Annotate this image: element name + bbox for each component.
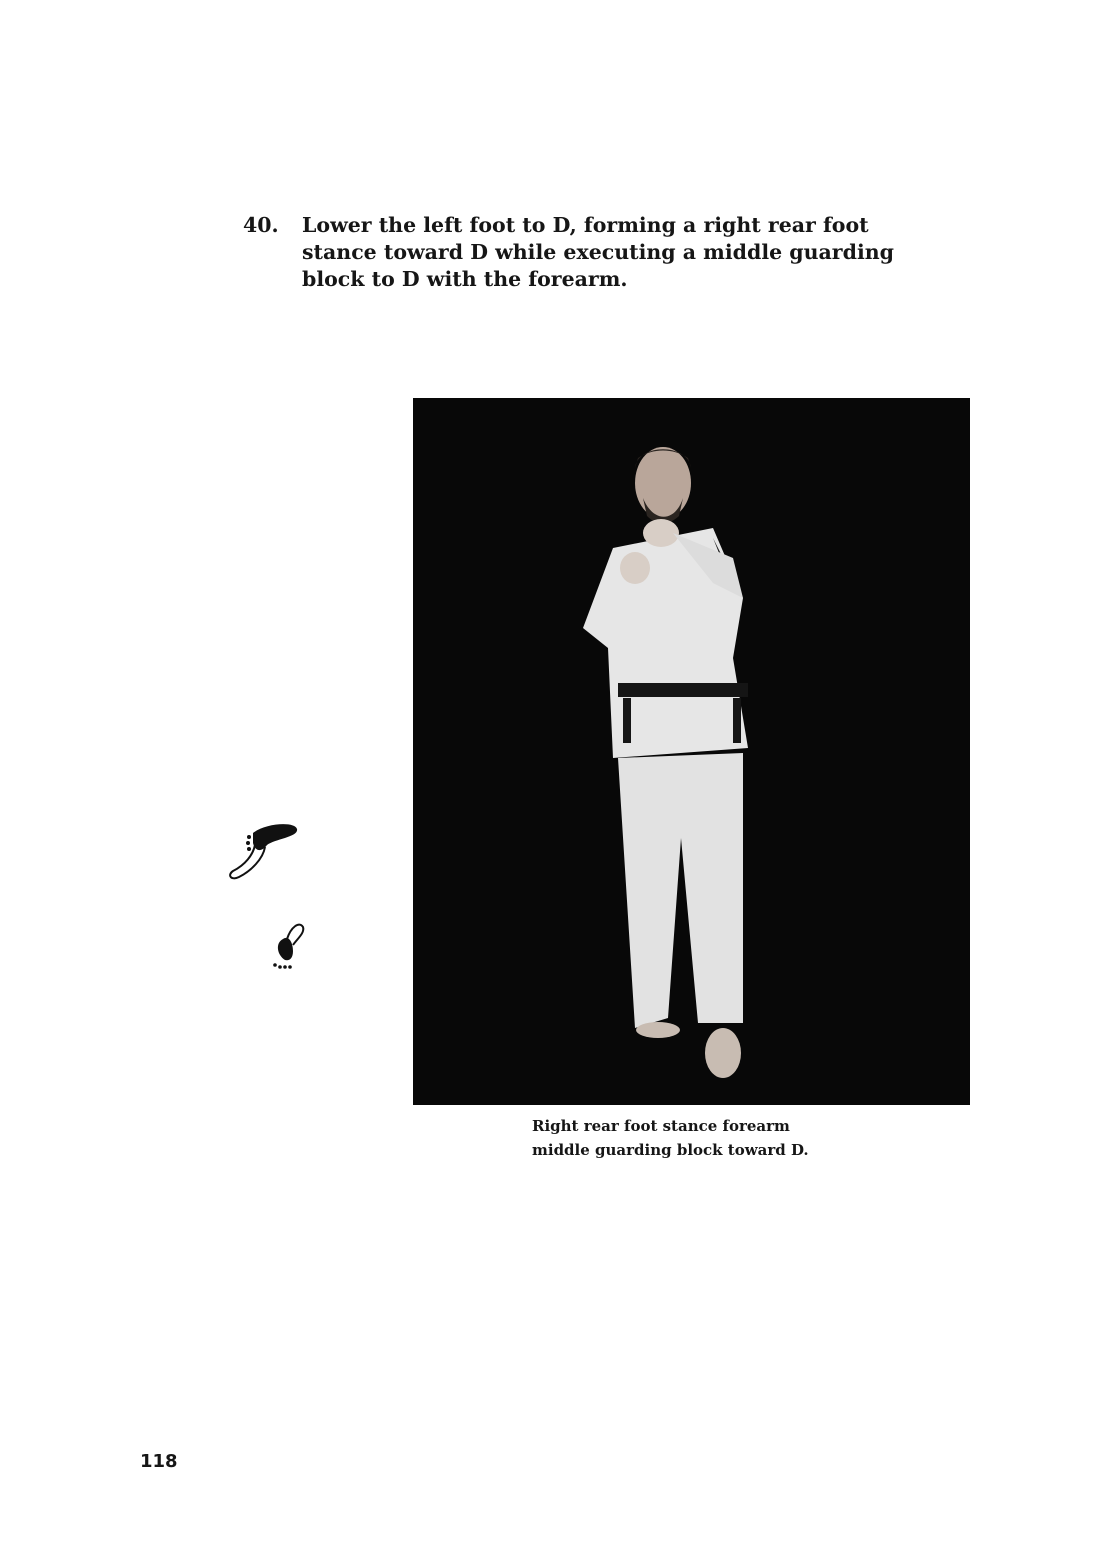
photo-martial-artist-stance [413,398,970,1105]
caption-line-2: middle guarding block toward D. [532,1141,809,1159]
step-number: 40. [243,213,279,237]
caption-line-1: Right rear foot stance forearm [532,1117,790,1135]
page-number: 118 [140,1451,178,1472]
footprint-diagram-icon [225,815,335,980]
step-text: Lower the left foot to D, forming a right rear foot stance toward D while executing a middle guarding block to D with the forearm. [302,213,894,291]
photo-caption [532,1114,809,1162]
